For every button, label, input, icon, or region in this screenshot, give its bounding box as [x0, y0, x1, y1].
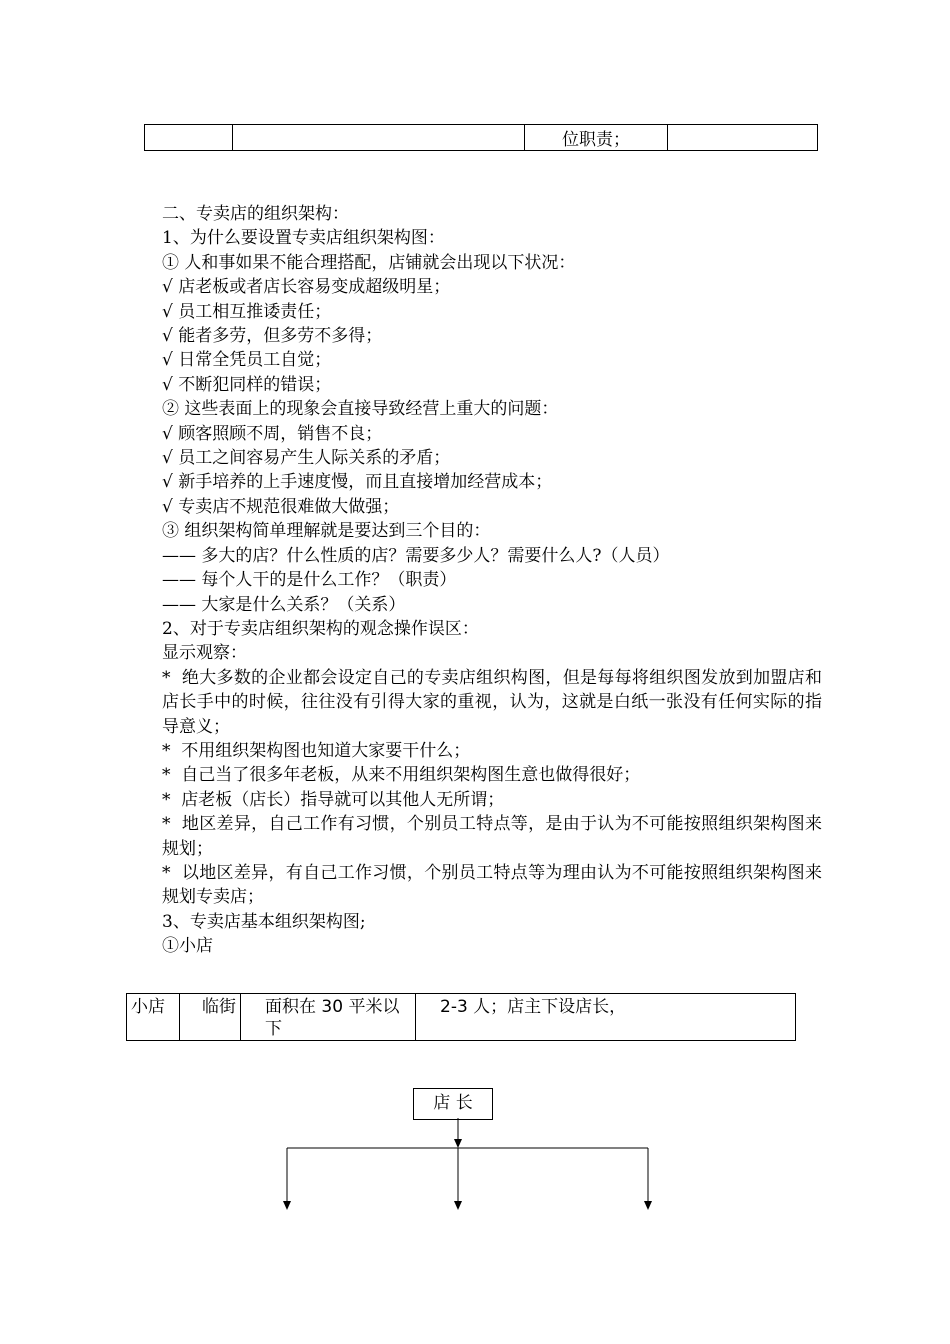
dash-item: —— 大家是什么关系？（关系）	[162, 594, 406, 615]
section-heading: 二、专卖店的组织架构：	[162, 204, 349, 224]
subsection-heading: 1、为什么要设置专卖店组织架构图：	[162, 228, 445, 249]
check-item: √ 新手培养的上手速度慢，而且直接增加经营成本；	[162, 472, 553, 493]
arrow-head	[644, 1201, 652, 1210]
text-line: ① 人和事如果不能合理搭配，店铺就会出现以下状况：	[162, 252, 576, 273]
table-cell: 小店	[127, 994, 180, 1041]
table-cell: 位职责；	[525, 125, 668, 151]
text-line: ①小店	[162, 936, 213, 957]
bullet-item: * 地区差异，自己工作有习惯，个别员工特点等，是由于认为不可能按照组织架构图来规划；	[162, 814, 822, 859]
text-line: ② 这些表面上的现象会直接导致经营上重大的问题：	[162, 399, 559, 420]
arrow-head	[454, 1201, 462, 1210]
check-item: √ 能者多劳，但多劳不多得；	[162, 326, 383, 347]
check-item: √ 顾客照顾不周，销售不良；	[162, 423, 383, 444]
subsection-heading: 3、专卖店基本组织架构图;	[162, 911, 366, 932]
check-item: √ 员工之间容易产生人际关系的矛盾；	[162, 448, 451, 469]
dash-item: —— 多大的店？什么性质的店？需要多少人？需要什么人?（人员）	[162, 545, 670, 566]
text-line: 显示观察：	[162, 643, 247, 664]
check-item: √ 店老板或者店长容易变成超级明星；	[162, 277, 451, 298]
check-item: √ 专卖店不规范很难做大做强；	[162, 496, 400, 517]
arrow-head	[454, 1139, 462, 1148]
dash-item: —— 每个人干的是什么工作？（职责）	[162, 570, 457, 591]
bullet-item: * 不用组织架构图也知道大家要干什么；	[162, 740, 471, 761]
arrow-head	[283, 1201, 291, 1210]
table-cell: 临街	[180, 994, 241, 1041]
table-cell: 面积在 30 平米以下	[241, 994, 416, 1041]
text-line: ③ 组织架构简单理解就是要达到三个目的：	[162, 521, 491, 542]
store-manager-box: 店 长	[413, 1088, 493, 1120]
bullet-item: * 店老板（店长）指导就可以其他人无所谓；	[162, 789, 505, 810]
bullet-item: * 以地区差异，有自己工作习惯，个别员工特点等为理由认为不可能按照组织架构图来规划专卖店；	[162, 862, 822, 908]
check-item: √ 日常全凭员工自觉；	[162, 350, 332, 371]
check-item: √ 不断犯同样的错误；	[162, 374, 332, 395]
bullet-item: * 绝大多数的企业都会设定自己的专卖店组织构图，但是每每将组织图发放到加盟店和店长手中的时候，往往没有引得大家的重视，认为，这就是白纸一张没有任何实际的指导意义；	[162, 667, 822, 737]
subsection-heading: 2、对于专卖店组织架构的观念操作误区：	[162, 618, 479, 639]
bullet-item: * 自己当了很多年老板，从来不用组织架构图生意也做得很好；	[162, 765, 641, 786]
check-item: √ 员工相互推诿责任；	[162, 301, 332, 322]
table-cell: 2-3 人；店主下设店长，	[416, 994, 796, 1041]
